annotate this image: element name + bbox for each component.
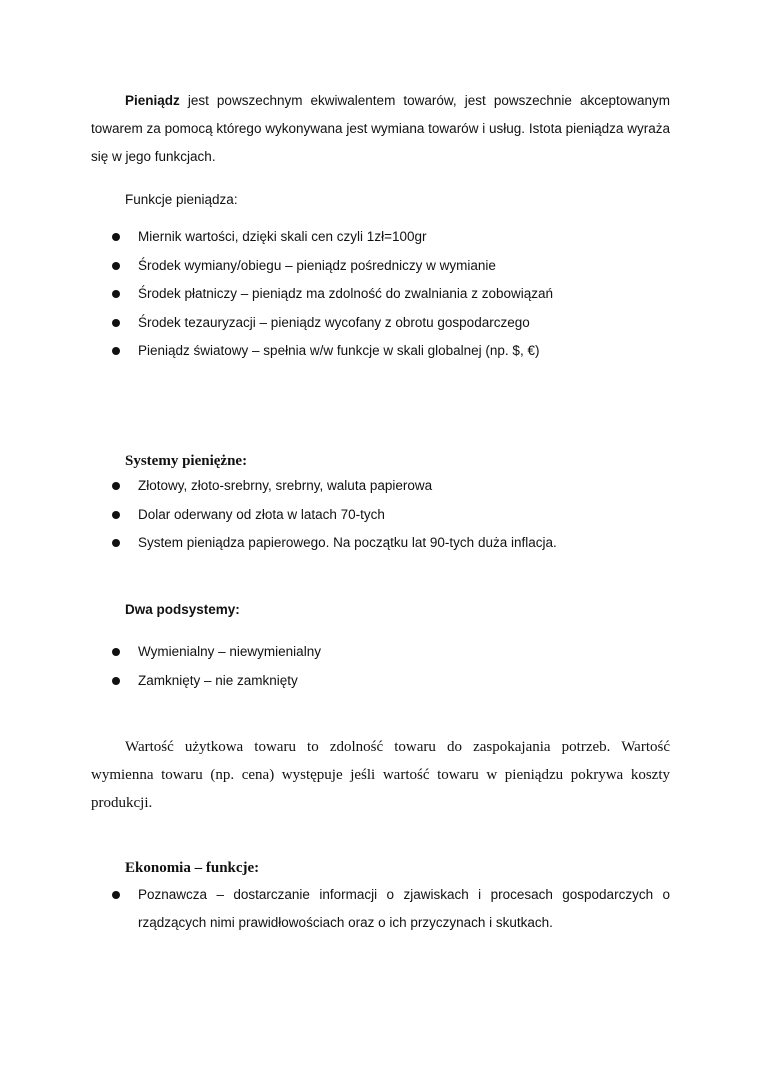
bullet-icon xyxy=(112,677,120,685)
economy-list xyxy=(0,881,670,937)
list-item-text: Środek płatniczy – pieniądz ma zdolność do zwalniania z zobowiązań xyxy=(138,286,553,301)
list-item-text: Pieniądz światowy – spełnia w/w funkcje w skali globalnej (np. $, €) xyxy=(138,343,540,358)
intro-text: jest powszechnym ekwiwalentem towarów, jest powszechnie akceptowanym towarem za pomocą którego wykonywana jest wymiana towarów i usług. Istota pieniądza wyraża się w jego funkcjach. xyxy=(91,93,670,164)
list-item-text: Wymienialny – niewymienialny xyxy=(138,644,321,659)
functions-heading: Funkcje pieniądza: xyxy=(125,192,238,207)
bullet-icon xyxy=(112,891,120,899)
intro-paragraph xyxy=(91,87,670,171)
bullet-icon xyxy=(112,539,120,547)
bullet-icon xyxy=(112,347,120,355)
list-item-text: System pieniądza papierowego. Na początku lat 90-tych duża inflacja. xyxy=(138,535,557,550)
bullet-icon xyxy=(112,511,120,519)
list-item-text: Środek tezauryzacji – pieniądz wycofany z obrotu gospodarczego xyxy=(138,314,530,330)
value-paragraph: Wartość użytkowa towaru to zdolność towaru do zaspokajania potrzeb. Wartość wymienna towaru (np. cena) występuje jeśli wartość towaru w pieniądzu pokrywa koszty produkcji. xyxy=(91,739,670,811)
list-item-text: Zamknięty – nie zamknięty xyxy=(138,672,298,688)
bullet-icon xyxy=(112,262,120,270)
bullet-icon xyxy=(112,319,120,327)
bullet-icon xyxy=(112,482,120,490)
list-item xyxy=(0,881,670,937)
list-item-text: Poznawcza – dostarczanie informacji o zjawiskach i procesach gospodarczych o rządzących nimi prawidłowościach oraz o ich przyczynach i skutkach. xyxy=(138,887,670,930)
list-item-text: Środek wymiany/obiegu – pieniądz pośredniczy w wymianie xyxy=(138,257,496,273)
intro-term: Pieniądz xyxy=(125,93,180,108)
systems-heading: Systemy pieniężne: xyxy=(125,453,248,469)
economy-heading: Ekonomia – funkcje: xyxy=(125,860,260,876)
list-item-text: Dolar oderwany od złota w latach 70-tych xyxy=(138,506,385,522)
list-item-text: Złotowy, złoto-srebrny, srebrny, waluta papierowa xyxy=(138,478,433,493)
bullet-icon xyxy=(112,233,120,241)
subsystems-heading: Dwa podsystemy: xyxy=(125,602,240,617)
bullet-icon xyxy=(112,648,120,656)
list-item-text: Miernik wartości, dzięki skali cen czyli 1zł=100gr xyxy=(138,229,427,244)
bullet-icon xyxy=(112,290,120,298)
